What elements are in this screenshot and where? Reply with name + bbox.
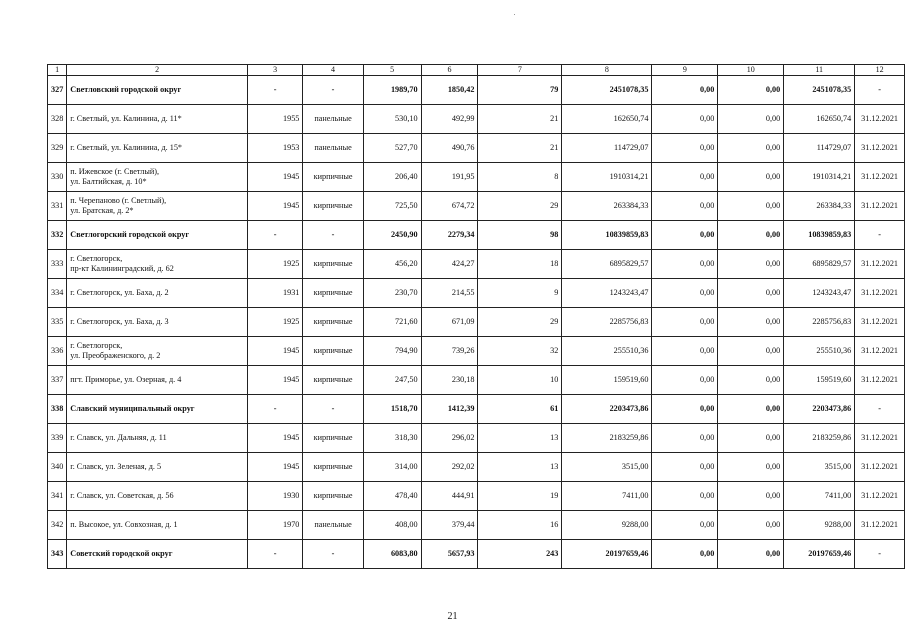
amount-cell: 0,00 — [652, 540, 718, 569]
table-group-row — [48, 221, 905, 250]
amount-cell: 10839859,83 — [784, 221, 855, 250]
residents-cell: 29 — [478, 192, 562, 221]
column-number: 4 — [303, 65, 363, 76]
deadline-cell: 31.12.2021 — [855, 337, 905, 366]
deadline-cell: 31.12.2021 — [855, 163, 905, 192]
residents-cell: 9 — [478, 279, 562, 308]
total-cost-cell: 6895829,57 — [562, 250, 652, 279]
address-cell: Светловский городской округ — [67, 76, 248, 105]
living-area-cell: 230,18 — [421, 366, 478, 395]
year-cell: - — [247, 540, 302, 569]
material-cell: панельные — [303, 105, 363, 134]
address-cell — [67, 192, 248, 221]
total-cost-cell: 1910314,21 — [562, 163, 652, 192]
living-area-cell: 1850,42 — [421, 76, 478, 105]
deadline-cell: 31.12.2021 — [855, 424, 905, 453]
living-area-cell: 674,72 — [421, 192, 478, 221]
living-area-cell: 296,02 — [421, 424, 478, 453]
column-number: 5 — [363, 65, 421, 76]
total-cost-cell: 9288,00 — [562, 511, 652, 540]
address-cell — [67, 250, 248, 279]
table-row — [48, 482, 905, 511]
table-group-row — [48, 395, 905, 424]
total-area-cell: 456,20 — [363, 250, 421, 279]
material-cell: кирпичные — [303, 366, 363, 395]
year-cell: 1945 — [247, 453, 302, 482]
row-number: 328 — [48, 105, 67, 134]
amount-cell: 0,00 — [718, 192, 784, 221]
amount-cell: 20197659,46 — [784, 540, 855, 569]
amount-cell: 0,00 — [652, 279, 718, 308]
amount-cell: 0,00 — [652, 76, 718, 105]
row-number: 333 — [48, 250, 67, 279]
year-cell: 1945 — [247, 192, 302, 221]
address-cell — [67, 337, 248, 366]
row-number: 340 — [48, 453, 67, 482]
housing-register-table — [47, 64, 905, 569]
address-line: ул. Преображенского, д. 2 — [70, 351, 161, 360]
row-number: 343 — [48, 540, 67, 569]
residents-cell: 243 — [478, 540, 562, 569]
material-cell: кирпичные — [303, 453, 363, 482]
address-cell: г. Славск, ул. Дальняя, д. 11 — [67, 424, 248, 453]
deadline-cell: - — [855, 76, 905, 105]
table-group-row — [48, 76, 905, 105]
material-cell: кирпичные — [303, 279, 363, 308]
total-cost-cell: 162650,74 — [562, 105, 652, 134]
deadline-cell: 31.12.2021 — [855, 250, 905, 279]
table-group-row — [48, 540, 905, 569]
year-cell: 1945 — [247, 366, 302, 395]
page-number: 21 — [447, 611, 458, 622]
amount-cell: 114729,07 — [784, 134, 855, 163]
table-row — [48, 192, 905, 221]
amount-cell: 0,00 — [652, 453, 718, 482]
amount-cell: 0,00 — [652, 221, 718, 250]
total-cost-cell: 2451078,35 — [562, 76, 652, 105]
living-area-cell: 292,02 — [421, 453, 478, 482]
total-area-cell: 478,40 — [363, 482, 421, 511]
table-row — [48, 134, 905, 163]
material-cell: кирпичные — [303, 337, 363, 366]
column-number: 9 — [652, 65, 718, 76]
amount-cell: 0,00 — [652, 308, 718, 337]
table-row — [48, 163, 905, 192]
amount-cell: 0,00 — [718, 337, 784, 366]
total-area-cell: 408,00 — [363, 511, 421, 540]
material-cell: панельные — [303, 511, 363, 540]
address-cell: г. Светлогорск, ул. Баха, д. 3 — [67, 308, 248, 337]
column-number: 7 — [478, 65, 562, 76]
total-area-cell: 206,40 — [363, 163, 421, 192]
row-number: 339 — [48, 424, 67, 453]
amount-cell: 0,00 — [652, 192, 718, 221]
column-number: 1 — [48, 65, 67, 76]
total-area-cell: 725,50 — [363, 192, 421, 221]
total-area-cell: 527,70 — [363, 134, 421, 163]
amount-cell: 0,00 — [718, 453, 784, 482]
material-cell: кирпичные — [303, 424, 363, 453]
amount-cell: 0,00 — [718, 511, 784, 540]
amount-cell: 0,00 — [652, 511, 718, 540]
year-cell: 1945 — [247, 163, 302, 192]
address-line: г. Светлогорск, — [70, 254, 123, 263]
row-number: 337 — [48, 366, 67, 395]
living-area-cell: 5657,93 — [421, 540, 478, 569]
deadline-cell: 31.12.2021 — [855, 134, 905, 163]
material-cell: панельные — [303, 134, 363, 163]
residents-cell: 10 — [478, 366, 562, 395]
column-number: 2 — [67, 65, 248, 76]
amount-cell: 0,00 — [718, 163, 784, 192]
total-area-cell: 794,90 — [363, 337, 421, 366]
address-line: п. Черепаново (г. Светлый), — [70, 196, 167, 205]
living-area-cell: 671,09 — [421, 308, 478, 337]
row-number: 335 — [48, 308, 67, 337]
row-number: 332 — [48, 221, 67, 250]
table-row — [48, 511, 905, 540]
year-cell: 1970 — [247, 511, 302, 540]
table-row — [48, 250, 905, 279]
amount-cell: 2183259,86 — [784, 424, 855, 453]
residents-cell: 19 — [478, 482, 562, 511]
address-line: ул. Братская, д. 2* — [70, 206, 134, 215]
living-area-cell: 214,55 — [421, 279, 478, 308]
amount-cell: 0,00 — [652, 337, 718, 366]
total-area-cell: 1989,70 — [363, 76, 421, 105]
total-area-cell: 247,50 — [363, 366, 421, 395]
address-cell: пгт. Приморье, ул. Озерная, д. 4 — [67, 366, 248, 395]
residents-cell: 21 — [478, 105, 562, 134]
address-line: ул. Балтийская, д. 10* — [70, 177, 147, 186]
amount-cell: 0,00 — [652, 424, 718, 453]
deadline-cell: 31.12.2021 — [855, 366, 905, 395]
material-cell: кирпичные — [303, 163, 363, 192]
address-cell — [67, 163, 248, 192]
row-number: 341 — [48, 482, 67, 511]
living-area-cell: 444,91 — [421, 482, 478, 511]
total-cost-cell: 263384,33 — [562, 192, 652, 221]
row-number: 331 — [48, 192, 67, 221]
residents-cell: 98 — [478, 221, 562, 250]
amount-cell: 2451078,35 — [784, 76, 855, 105]
material-cell: - — [303, 395, 363, 424]
deadline-cell: 31.12.2021 — [855, 192, 905, 221]
amount-cell: 0,00 — [718, 250, 784, 279]
address-cell: Светлогорский городской округ — [67, 221, 248, 250]
row-number: 329 — [48, 134, 67, 163]
total-cost-cell: 1243243,47 — [562, 279, 652, 308]
column-number-row — [48, 65, 905, 76]
amount-cell: 0,00 — [652, 366, 718, 395]
scan-speck — [514, 14, 515, 15]
table-row — [48, 279, 905, 308]
material-cell: кирпичные — [303, 308, 363, 337]
table-row — [48, 424, 905, 453]
amount-cell: 0,00 — [718, 424, 784, 453]
amount-cell: 0,00 — [652, 105, 718, 134]
residents-cell: 32 — [478, 337, 562, 366]
material-cell: кирпичные — [303, 482, 363, 511]
total-cost-cell: 3515,00 — [562, 453, 652, 482]
deadline-cell: - — [855, 540, 905, 569]
amount-cell: 1910314,21 — [784, 163, 855, 192]
total-cost-cell: 2183259,86 — [562, 424, 652, 453]
living-area-cell: 492,99 — [421, 105, 478, 134]
year-cell: 1931 — [247, 279, 302, 308]
total-cost-cell: 10839859,83 — [562, 221, 652, 250]
amount-cell: 0,00 — [718, 105, 784, 134]
amount-cell: 0,00 — [718, 134, 784, 163]
row-number: 327 — [48, 76, 67, 105]
amount-cell: 0,00 — [718, 540, 784, 569]
deadline-cell: 31.12.2021 — [855, 511, 905, 540]
address-cell: Славский муниципальный округ — [67, 395, 248, 424]
year-cell: 1955 — [247, 105, 302, 134]
amount-cell: 0,00 — [652, 395, 718, 424]
year-cell: 1925 — [247, 250, 302, 279]
address-line: г. Светлогорск, — [70, 341, 123, 350]
year-cell: - — [247, 76, 302, 105]
amount-cell: 159519,60 — [784, 366, 855, 395]
column-number: 6 — [421, 65, 478, 76]
deadline-cell: 31.12.2021 — [855, 453, 905, 482]
residents-cell: 21 — [478, 134, 562, 163]
address-cell: г. Светлый, ул. Калинина, д. 15* — [67, 134, 248, 163]
deadline-cell: - — [855, 221, 905, 250]
column-number: 8 — [562, 65, 652, 76]
total-cost-cell: 255510,36 — [562, 337, 652, 366]
living-area-cell: 379,44 — [421, 511, 478, 540]
row-number: 334 — [48, 279, 67, 308]
table-row — [48, 308, 905, 337]
living-area-cell: 1412,39 — [421, 395, 478, 424]
amount-cell: 0,00 — [652, 482, 718, 511]
amount-cell: 9288,00 — [784, 511, 855, 540]
address-line: пр-кт Калининградский, д. 62 — [70, 264, 174, 273]
residents-cell: 13 — [478, 424, 562, 453]
year-cell: - — [247, 221, 302, 250]
row-number: 338 — [48, 395, 67, 424]
total-area-cell: 318,30 — [363, 424, 421, 453]
amount-cell: 0,00 — [718, 366, 784, 395]
row-number: 330 — [48, 163, 67, 192]
amount-cell: 0,00 — [718, 279, 784, 308]
total-area-cell: 530,10 — [363, 105, 421, 134]
residents-cell: 16 — [478, 511, 562, 540]
deadline-cell: 31.12.2021 — [855, 279, 905, 308]
column-number: 10 — [718, 65, 784, 76]
table-row — [48, 366, 905, 395]
material-cell: - — [303, 76, 363, 105]
address-cell: г. Славск, ул. Советская, д. 56 — [67, 482, 248, 511]
residents-cell: 18 — [478, 250, 562, 279]
amount-cell: 255510,36 — [784, 337, 855, 366]
amount-cell: 1243243,47 — [784, 279, 855, 308]
amount-cell: 2285756,83 — [784, 308, 855, 337]
row-number: 342 — [48, 511, 67, 540]
amount-cell: 0,00 — [652, 163, 718, 192]
deadline-cell: 31.12.2021 — [855, 308, 905, 337]
address-cell: г. Светлый, ул. Калинина, д. 11* — [67, 105, 248, 134]
column-number: 3 — [247, 65, 302, 76]
amount-cell: 0,00 — [718, 308, 784, 337]
amount-cell: 0,00 — [652, 134, 718, 163]
material-cell: - — [303, 221, 363, 250]
address-cell: г. Славск, ул. Зеленая, д. 5 — [67, 453, 248, 482]
living-area-cell: 490,76 — [421, 134, 478, 163]
row-number: 336 — [48, 337, 67, 366]
amount-cell: 0,00 — [652, 250, 718, 279]
deadline-cell: - — [855, 395, 905, 424]
living-area-cell: 739,26 — [421, 337, 478, 366]
deadline-cell: 31.12.2021 — [855, 482, 905, 511]
year-cell: 1953 — [247, 134, 302, 163]
amount-cell: 7411,00 — [784, 482, 855, 511]
amount-cell: 2203473,86 — [784, 395, 855, 424]
amount-cell: 0,00 — [718, 221, 784, 250]
total-area-cell: 1518,70 — [363, 395, 421, 424]
year-cell: 1945 — [247, 424, 302, 453]
year-cell: - — [247, 395, 302, 424]
residents-cell: 13 — [478, 453, 562, 482]
address-cell: п. Высокое, ул. Совхозная, д. 1 — [67, 511, 248, 540]
total-area-cell: 721,60 — [363, 308, 421, 337]
amount-cell: 263384,33 — [784, 192, 855, 221]
living-area-cell: 2279,34 — [421, 221, 478, 250]
address-cell: Советский городской округ — [67, 540, 248, 569]
residents-cell: 79 — [478, 76, 562, 105]
table-row — [48, 337, 905, 366]
living-area-cell: 191,95 — [421, 163, 478, 192]
total-area-cell: 230,70 — [363, 279, 421, 308]
residents-cell: 61 — [478, 395, 562, 424]
total-area-cell: 6083,80 — [363, 540, 421, 569]
living-area-cell: 424,27 — [421, 250, 478, 279]
table-row — [48, 105, 905, 134]
residents-cell: 8 — [478, 163, 562, 192]
total-cost-cell: 2203473,86 — [562, 395, 652, 424]
total-area-cell: 2450,90 — [363, 221, 421, 250]
total-cost-cell: 159519,60 — [562, 366, 652, 395]
amount-cell: 162650,74 — [784, 105, 855, 134]
material-cell: - — [303, 540, 363, 569]
year-cell: 1930 — [247, 482, 302, 511]
amount-cell: 3515,00 — [784, 453, 855, 482]
address-cell: г. Светлогорск, ул. Баха, д. 2 — [67, 279, 248, 308]
material-cell: кирпичные — [303, 192, 363, 221]
table-row — [48, 453, 905, 482]
total-cost-cell: 7411,00 — [562, 482, 652, 511]
address-line: п. Ижевское (г. Светлый), — [70, 167, 160, 176]
column-number: 12 — [855, 65, 905, 76]
year-cell: 1945 — [247, 337, 302, 366]
deadline-cell: 31.12.2021 — [855, 105, 905, 134]
total-cost-cell: 20197659,46 — [562, 540, 652, 569]
year-cell: 1925 — [247, 308, 302, 337]
column-number: 11 — [784, 65, 855, 76]
material-cell: кирпичные — [303, 250, 363, 279]
total-cost-cell: 114729,07 — [562, 134, 652, 163]
residents-cell: 29 — [478, 308, 562, 337]
total-area-cell: 314,00 — [363, 453, 421, 482]
amount-cell: 0,00 — [718, 482, 784, 511]
amount-cell: 6895829,57 — [784, 250, 855, 279]
total-cost-cell: 2285756,83 — [562, 308, 652, 337]
amount-cell: 0,00 — [718, 76, 784, 105]
amount-cell: 0,00 — [718, 395, 784, 424]
